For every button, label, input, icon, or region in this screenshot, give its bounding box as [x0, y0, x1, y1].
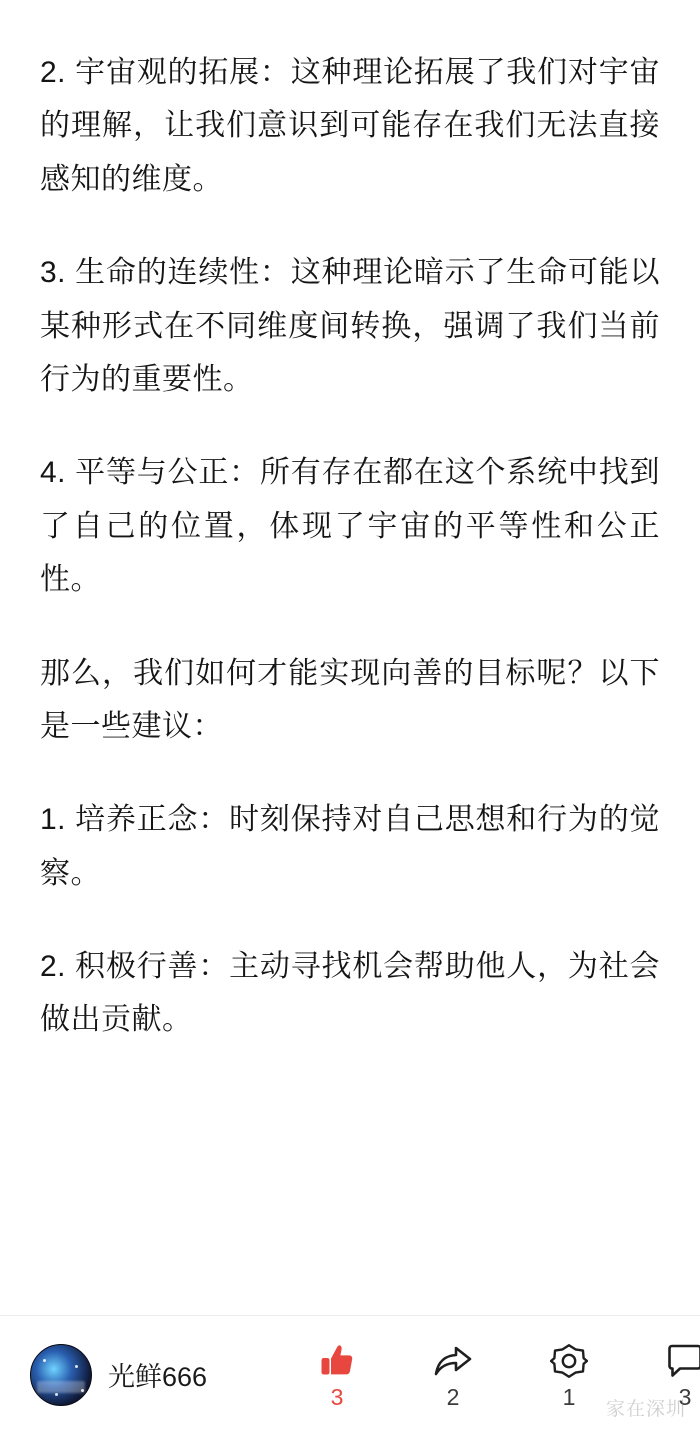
paragraph: 2. 积极行善：主动寻找机会帮助他人，为社会做出贡献。: [40, 950, 660, 1037]
coin-flower-icon[interactable]: [550, 1340, 588, 1382]
share-button[interactable]: [416, 1340, 490, 1409]
like-button[interactable]: [300, 1340, 374, 1409]
comment-count: 3: [678, 1384, 692, 1410]
comment-bubble-icon[interactable]: [666, 1340, 700, 1382]
reward-count: 1: [562, 1384, 576, 1410]
watermark: 家在深圳: [605, 1399, 686, 1420]
action-bar: [0, 1315, 700, 1433]
paragraph: 4. 平等与公正：所有存在都在这个系统中找到了自己的位置，体现了宇宙的平等性和公正性。: [40, 456, 660, 597]
thumbs-up-icon[interactable]: [319, 1340, 355, 1382]
share-arrow-icon[interactable]: [433, 1340, 473, 1382]
comment-button[interactable]: [648, 1340, 700, 1409]
paragraph: 1. 培养正念：时刻保持对自己思想和行为的觉察。: [40, 803, 660, 890]
paragraph: 2. 宇宙观的拓展：这种理论拓展了我们对宇宙的理解，让我们意识到可能存在我们无法直接感知的维度。: [40, 56, 660, 196]
paragraph: 那么，我们如何才能实现向善的目标呢？以下是一些建议：: [40, 656, 660, 743]
avatar[interactable]: [30, 1344, 92, 1406]
reward-button[interactable]: [532, 1340, 606, 1409]
author-name[interactable]: 光鲜666: [108, 1362, 208, 1392]
like-count: 3: [330, 1384, 344, 1410]
share-count: 2: [446, 1384, 460, 1410]
actions-group: [300, 1340, 700, 1409]
paragraph: 3. 生命的连续性：这种理论暗示了生命可能以某种形式在不同维度间转换，强调了我们当前行为的重要性。: [40, 256, 660, 396]
author-block[interactable]: [30, 1344, 300, 1406]
